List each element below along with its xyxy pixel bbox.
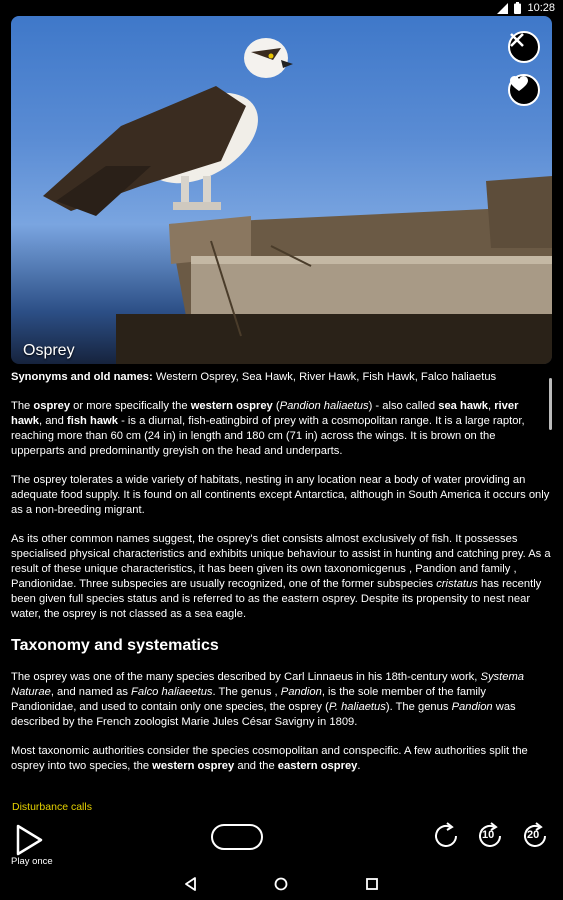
text: - is a diurnal, fish-eatingbird of prey with a cosmopolitan range. It is a large raptor, reaching more than 60 cm (24 in) in length and 180 cm (71 in) across the wings. It is brown on the upperparts and predominantly greyish on the head and underparts. (11, 415, 525, 457)
close-button[interactable] (508, 31, 540, 63)
heart-icon (510, 76, 528, 92)
close-icon (510, 33, 524, 47)
skip-20-label: 20 (527, 829, 540, 841)
home-icon[interactable] (273, 876, 289, 892)
navigation-bar (0, 868, 563, 900)
text: Most taxonomic authorities consider the species cosmopolitan and conspecific. A few authorities split the osprey into two species, the (11, 745, 528, 772)
italic-text: P. haliaetus (328, 701, 386, 713)
favorite-button[interactable] (508, 74, 540, 106)
skip-10-button[interactable] (474, 820, 506, 852)
battery-icon (514, 2, 521, 14)
text: , (487, 400, 495, 412)
signal-icon (497, 3, 508, 14)
section-heading: Taxonomy and systematics (11, 637, 219, 654)
text: ). The genus (385, 701, 452, 713)
synonyms-value: Western Osprey, Sea Hawk, River Hawk, Fish Hawk, Falco haliaetus (152, 371, 497, 383)
text: , is the sole member of the family Pandionidae, and used to contain only one species, the osprey ( (11, 686, 486, 713)
text: was described by the French zoologist Marie Jules César Savigny in 1809. (11, 701, 516, 728)
text: , and named as (50, 686, 132, 698)
text: ( (272, 400, 280, 412)
italic-text: Pandion haliaetus (279, 400, 369, 412)
bold-text: eastern osprey (277, 760, 358, 772)
play-icon[interactable] (10, 822, 46, 858)
bold-text: sea hawk (438, 400, 488, 412)
text: has recently been given full species status and is referred to as the eastern osprey. Despite its propensity to nest near water, the osprey is not classed as a sea eagle. (11, 578, 542, 620)
bold-text: osprey (33, 400, 71, 412)
species-photo (11, 16, 552, 364)
habitat-paragraph: The osprey tolerates a wide variety of habitats, nesting in any location near a body of water providing an adequate food supply. It is found on all continents except Antarctica, although in South America it occurs only as a non-breeding migrant. (11, 474, 550, 516)
recents-icon[interactable] (364, 876, 380, 892)
taxonomy-paragraph (11, 670, 551, 730)
audio-controls (0, 818, 563, 868)
text: The (11, 400, 34, 412)
audio-track-label: Disturbance calls (12, 801, 92, 813)
bold-text: river hawk (11, 400, 519, 427)
playback-mode-button[interactable] (211, 824, 263, 850)
text: and the (234, 760, 278, 772)
synonyms (11, 370, 551, 385)
back-icon[interactable] (183, 876, 199, 892)
text: . The genus , (212, 686, 281, 698)
species-title: Osprey (23, 342, 75, 359)
italic-text: Pandion (451, 701, 493, 713)
osprey-image (11, 16, 552, 364)
taxonomy-paragraph-2 (11, 744, 551, 774)
text: . (357, 760, 361, 772)
skip-20-button[interactable] (519, 820, 551, 852)
bold-text: fish hawk (66, 415, 118, 427)
bold-text: western osprey (190, 400, 273, 412)
text: ) - also called (368, 400, 439, 412)
repeat-icon[interactable] (430, 820, 462, 852)
text: , and (38, 415, 67, 427)
play-once-label: Play once (11, 856, 53, 867)
text: The osprey was one of the many species described by Carl Linnaeus in his 18th-century work, (11, 671, 481, 683)
synonyms-label: Synonyms and old names: (11, 371, 153, 383)
status-bar (0, 0, 563, 16)
italic-text: Falco haliaeetus (131, 686, 213, 698)
species-description (11, 370, 551, 812)
diet-paragraph (11, 532, 551, 622)
italic-text: cristatus (436, 578, 478, 590)
italic-text: Systema Naturae (11, 671, 525, 698)
bold-text: western osprey (152, 760, 235, 772)
skip-10-label: 10 (482, 829, 495, 841)
text: or more specifically the (70, 400, 191, 412)
clock: 10:28 (527, 2, 555, 14)
italic-text: Pandion (280, 686, 322, 698)
intro-paragraph (11, 399, 551, 459)
scrollbar[interactable] (549, 378, 552, 430)
text: As its other common names suggest, the osprey's diet consists almost exclusively of fish. It possesses specialised physical characteristics and exhibits unique behaviour to assist in hunting and catching prey. As a result of these unique characteristics, it has been given its own taxonomicgenus , Pandion and family , Pandionidae. Three subspecies are usually recognized, one of the former subspecies (11, 533, 551, 590)
